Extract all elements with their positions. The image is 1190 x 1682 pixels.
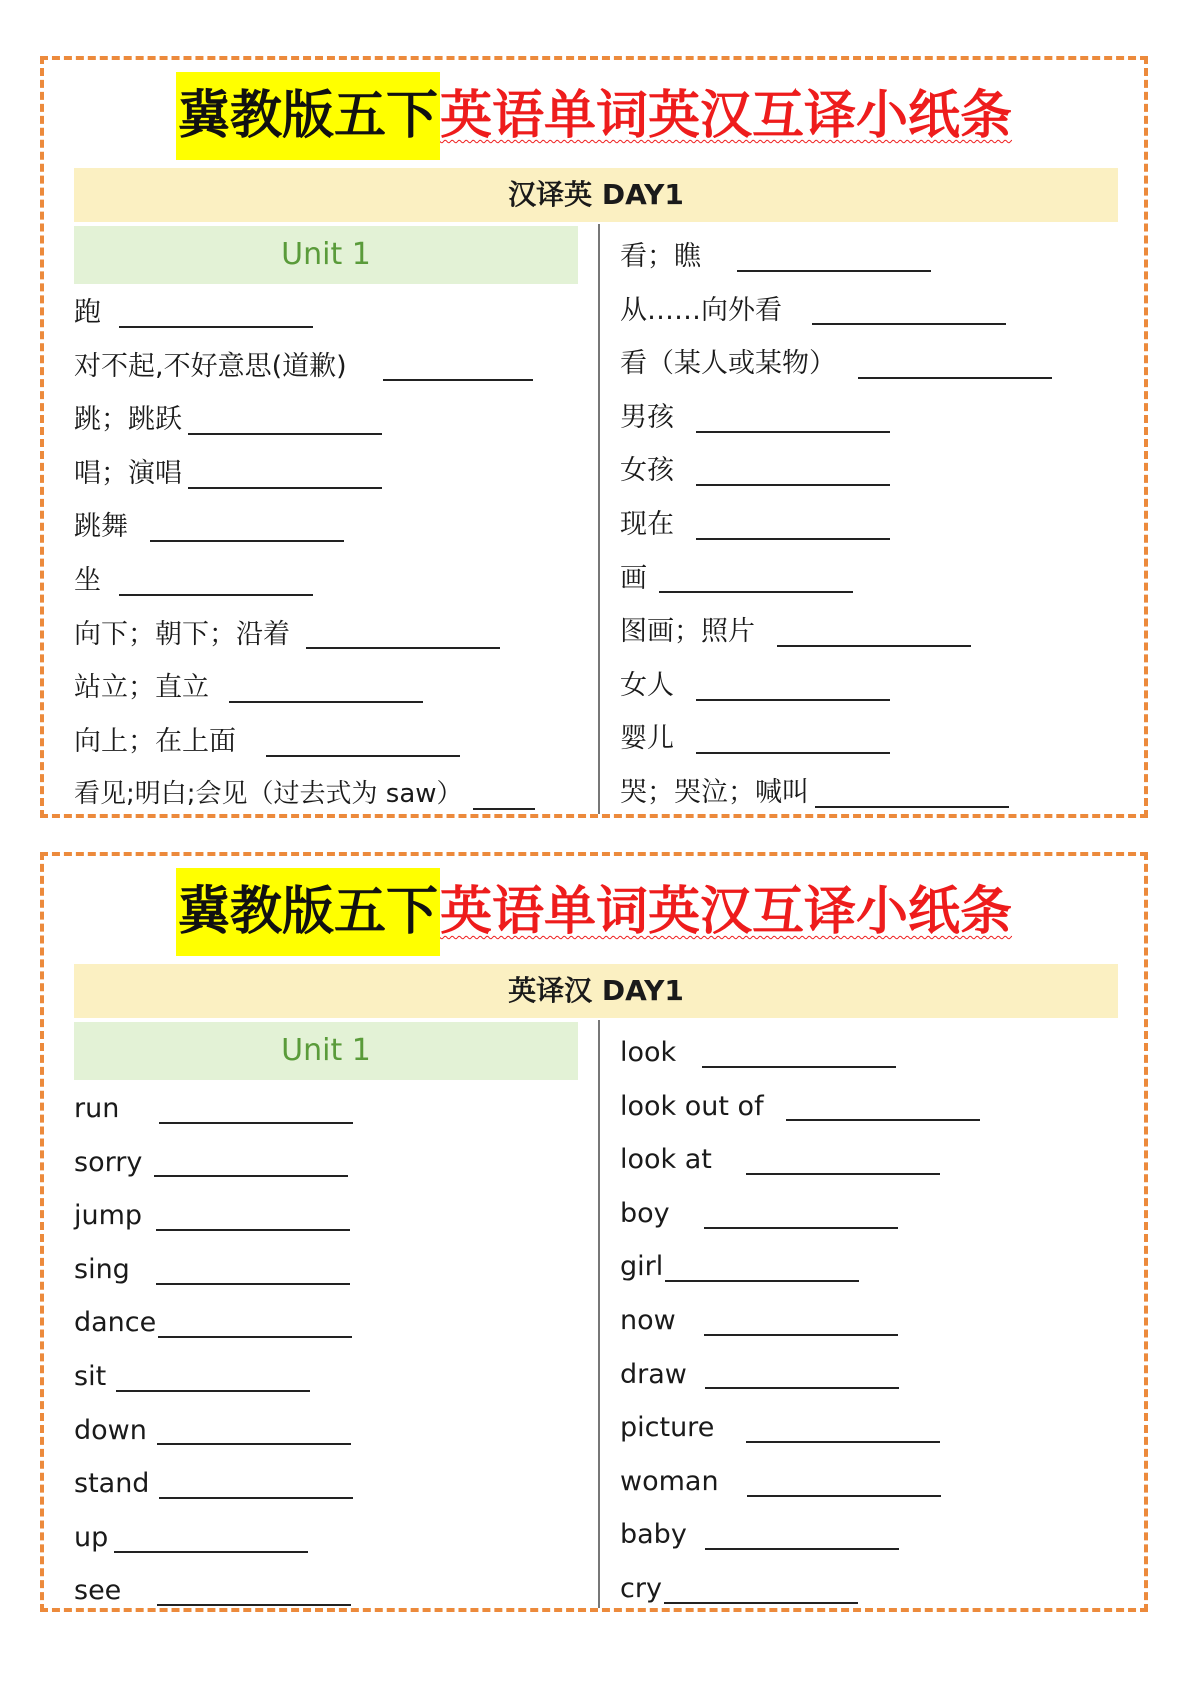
answer-blank[interactable] (157, 1576, 351, 1606)
word-prompt: stand (74, 1468, 150, 1500)
word-row (620, 1294, 1120, 1348)
answer-blank[interactable] (154, 1147, 348, 1177)
word-prompt: see (74, 1575, 122, 1607)
word-row (74, 500, 582, 554)
answer-blank[interactable] (159, 1469, 353, 1499)
word-row (620, 391, 1120, 445)
word-row (74, 661, 582, 715)
answer-blank[interactable] (812, 295, 1006, 325)
word-row (620, 659, 1120, 713)
word-prompt: 唱；演唱 (74, 457, 182, 489)
word-row (620, 1133, 1120, 1187)
right-column (620, 226, 1120, 820)
word-prompt: look out of (620, 1090, 764, 1122)
answer-blank[interactable] (156, 1255, 350, 1285)
section-header: 英译汉 DAY1 (74, 964, 1118, 1018)
word-prompt: 哭；哭泣；喊叫 (620, 776, 809, 808)
word-prompt: now (620, 1304, 676, 1336)
word-row (74, 1511, 582, 1565)
word-prompt: 图画；照片 (620, 616, 755, 648)
title-highlight: 冀教版五下 (176, 72, 440, 160)
word-row (620, 552, 1120, 606)
word-prompt: run (74, 1093, 120, 1124)
word-row (74, 715, 582, 769)
right-column (620, 1022, 1120, 1616)
answer-blank[interactable] (119, 566, 313, 596)
word-row (620, 712, 1120, 766)
answer-blank[interactable] (705, 1359, 899, 1389)
word-prompt: 从……向外看 (620, 294, 782, 326)
answer-blank[interactable] (737, 242, 931, 272)
word-row (620, 1508, 1120, 1562)
word-prompt: girl (620, 1251, 664, 1283)
title-rest: 英语单词英汉互译小纸条 (440, 882, 1013, 942)
answer-blank[interactable] (696, 456, 890, 486)
answer-blank[interactable] (119, 298, 313, 328)
word-row (620, 1348, 1120, 1402)
answer-blank[interactable] (704, 1306, 898, 1336)
word-row (74, 554, 582, 608)
word-prompt: 向上；在上面 (74, 725, 236, 757)
word-row (620, 1455, 1120, 1509)
word-prompt: 女孩 (620, 455, 674, 487)
answer-blank[interactable] (777, 617, 971, 647)
word-row (620, 1240, 1120, 1294)
word-row (620, 1080, 1120, 1134)
word-prompt: sing (74, 1253, 130, 1285)
word-row (74, 1404, 582, 1458)
unit-header: Unit 1 (74, 226, 578, 284)
word-prompt: jump (74, 1200, 143, 1232)
left-column (74, 1022, 582, 1618)
word-prompt: 看；瞧 (620, 241, 701, 272)
answer-blank[interactable] (150, 512, 344, 542)
left-column (74, 226, 582, 822)
answer-blank[interactable] (696, 510, 890, 540)
word-prompt: 男孩 (620, 401, 674, 433)
word-prompt: 向下；朝下；沿着 (74, 618, 290, 650)
word-row (620, 1401, 1120, 1455)
word-prompt: sit (74, 1360, 107, 1392)
word-row (620, 230, 1120, 284)
word-row (74, 1457, 582, 1511)
word-prompt: 坐 (74, 564, 101, 596)
word-row (620, 1026, 1120, 1080)
word-prompt: 现在 (620, 508, 674, 540)
word-prompt: boy (620, 1197, 670, 1229)
word-row (74, 1189, 582, 1243)
word-row (74, 286, 582, 340)
word-row (620, 766, 1120, 820)
word-prompt: look at (620, 1144, 712, 1176)
answer-blank[interactable] (705, 1520, 899, 1550)
word-row (620, 444, 1120, 498)
word-row (74, 1082, 582, 1136)
word-row (620, 1187, 1120, 1241)
word-row (74, 447, 582, 501)
word-prompt: 跑 (74, 297, 101, 328)
title-highlight: 冀教版五下 (176, 868, 440, 956)
word-row (74, 768, 582, 822)
word-row (620, 498, 1120, 552)
word-prompt: sorry (74, 1146, 143, 1178)
word-row (620, 605, 1120, 659)
word-row (620, 284, 1120, 338)
answer-blank[interactable] (702, 1038, 896, 1068)
word-prompt: up (74, 1521, 109, 1553)
sheet-title (44, 72, 1144, 160)
answer-blank[interactable] (229, 673, 423, 703)
worksheet-english-to-chinese (40, 852, 1148, 1612)
word-prompt: dance (74, 1307, 157, 1339)
answer-blank[interactable] (188, 405, 382, 435)
word-prompt: look (620, 1037, 677, 1068)
answer-blank[interactable] (815, 778, 1009, 808)
word-row (74, 1350, 582, 1404)
word-row (74, 1136, 582, 1190)
word-prompt: down (74, 1414, 147, 1446)
word-row (74, 393, 582, 447)
answer-blank[interactable] (665, 1252, 859, 1282)
word-prompt: 女人 (620, 669, 674, 701)
word-prompt: 站立；直立 (74, 672, 209, 704)
answer-blank[interactable] (188, 459, 382, 489)
word-prompt: 画 (620, 562, 647, 594)
word-prompt: 跳；跳跃 (74, 404, 182, 436)
answer-blank[interactable] (746, 1145, 940, 1175)
sheet-title (44, 868, 1144, 956)
word-prompt: baby (620, 1519, 687, 1551)
word-row (74, 608, 582, 662)
answer-blank[interactable] (786, 1091, 980, 1121)
answer-blank[interactable] (383, 351, 533, 381)
answer-blank[interactable] (114, 1523, 308, 1553)
word-prompt: picture (620, 1412, 715, 1444)
word-row (74, 1296, 582, 1350)
word-row (74, 1564, 582, 1618)
word-prompt: cry (620, 1572, 662, 1604)
answer-blank[interactable] (696, 403, 890, 433)
answer-blank[interactable] (746, 1413, 940, 1443)
column-divider (598, 1020, 600, 1608)
answer-blank[interactable] (659, 563, 853, 593)
answer-blank[interactable] (696, 724, 890, 754)
answer-blank[interactable] (116, 1362, 310, 1392)
word-row (620, 1562, 1120, 1616)
answer-blank[interactable] (158, 1308, 352, 1338)
answer-blank[interactable] (159, 1094, 353, 1124)
word-prompt: 跳舞 (74, 511, 128, 543)
answer-blank[interactable] (473, 780, 535, 810)
answer-blank[interactable] (266, 727, 460, 757)
answer-blank[interactable] (704, 1199, 898, 1229)
answer-blank[interactable] (858, 349, 1052, 379)
word-prompt: 婴儿 (620, 723, 674, 755)
word-prompt: 看见;明白;会见（过去式为 saw） (74, 779, 463, 810)
worksheet-chinese-to-english (40, 56, 1148, 818)
section-header: 汉译英 DAY1 (74, 168, 1118, 222)
title-rest: 英语单词英汉互译小纸条 (440, 86, 1013, 146)
answer-blank[interactable] (696, 671, 890, 701)
column-divider (598, 224, 600, 814)
answer-blank[interactable] (156, 1201, 350, 1231)
answer-blank[interactable] (664, 1574, 858, 1604)
word-prompt: 看（某人或某物） (620, 348, 836, 380)
word-prompt: 对不起,不好意思(道歉) (74, 350, 347, 382)
word-row (620, 337, 1120, 391)
word-row (74, 1243, 582, 1297)
unit-header: Unit 1 (74, 1022, 578, 1080)
answer-blank[interactable] (157, 1415, 351, 1445)
answer-blank[interactable] (747, 1467, 941, 1497)
word-prompt: draw (620, 1358, 687, 1390)
answer-blank[interactable] (306, 619, 500, 649)
word-row (74, 340, 582, 394)
word-prompt: woman (620, 1465, 719, 1497)
